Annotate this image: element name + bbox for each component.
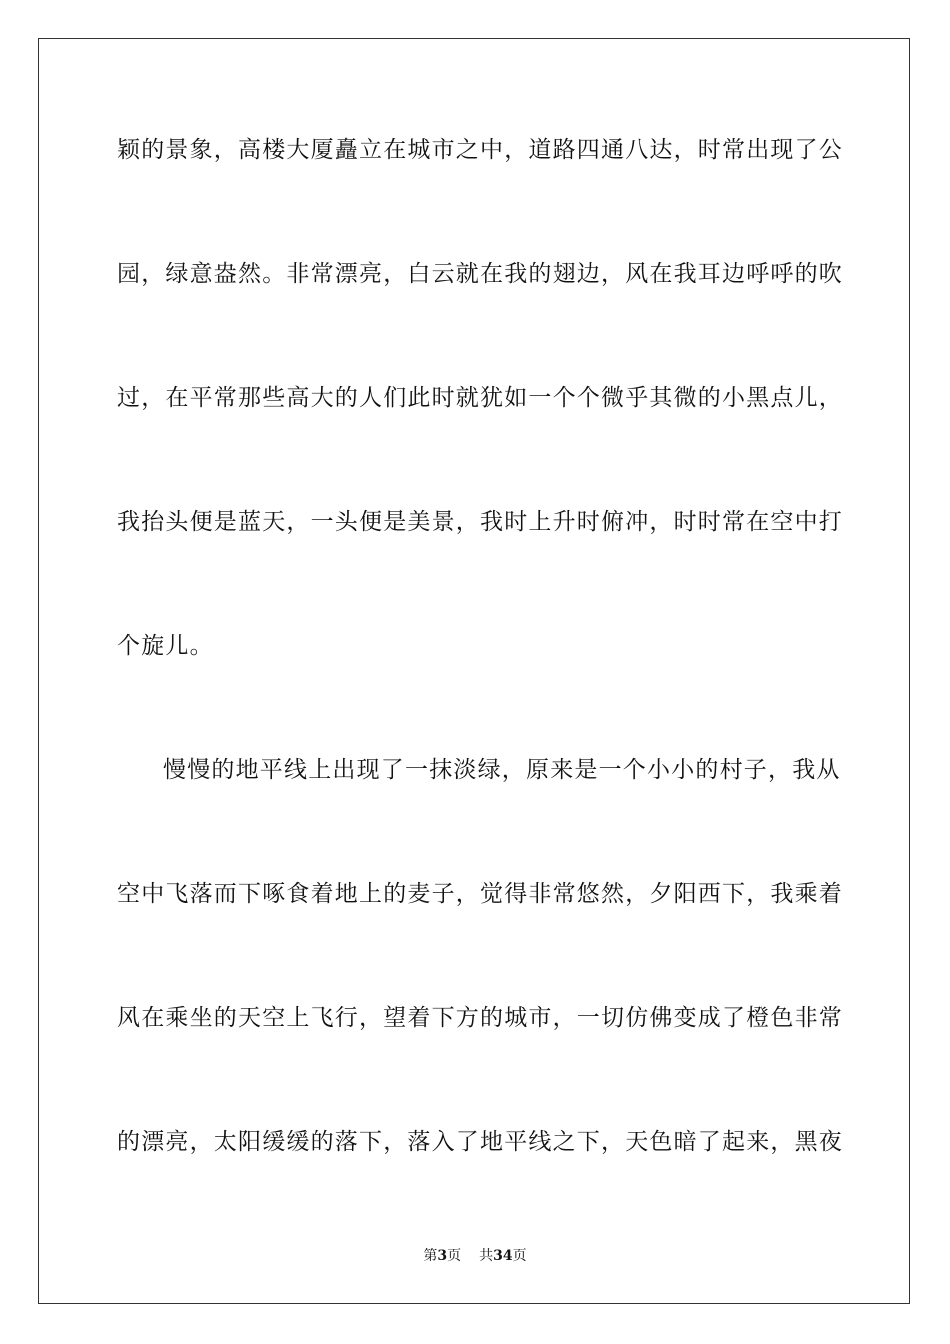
paragraph-first-line: 慢慢的地平线上出现了一抹淡绿，原来是一个小小的村子，我从 [163, 757, 841, 783]
text-line: 个旋儿。 [117, 633, 214, 659]
page-suffix: 页 [447, 1248, 462, 1264]
text-line: 风在乘坐的天空上飞行，望着下方的城市，一切仿佛变成了橙色非常 [117, 1005, 843, 1031]
total-suffix: 页 [512, 1248, 527, 1264]
text-line: 我抬头便是蓝天，一头便是美景，我时上升时俯冲，时时常在空中打 [117, 509, 843, 535]
text-line: 空中飞落而下啄食着地上的麦子，觉得非常悠然，夕阳西下，我乘着 [117, 881, 843, 907]
page-border [38, 38, 910, 1304]
page-prefix: 第 [423, 1248, 438, 1264]
total-pages: 34 [493, 1248, 513, 1264]
text-line: 的漂亮，太阳缓缓的落下，落入了地平线之下，天色暗了起来，黑夜 [117, 1129, 843, 1155]
text-line: 过，在平常那些高大的人们此时就犹如一个个微乎其微的小黑点儿， [117, 385, 843, 411]
text-line: 颖的景象，高楼大厦矗立在城市之中，道路四通八达，时常出现了公 [117, 137, 843, 163]
text-line: 园，绿意盎然。非常漂亮，白云就在我的翅边，风在我耳边呼呼的吹 [117, 261, 843, 287]
page-footer [0, 1246, 950, 1266]
page-number: 3 [437, 1248, 448, 1264]
total-prefix: 共 [479, 1248, 494, 1264]
